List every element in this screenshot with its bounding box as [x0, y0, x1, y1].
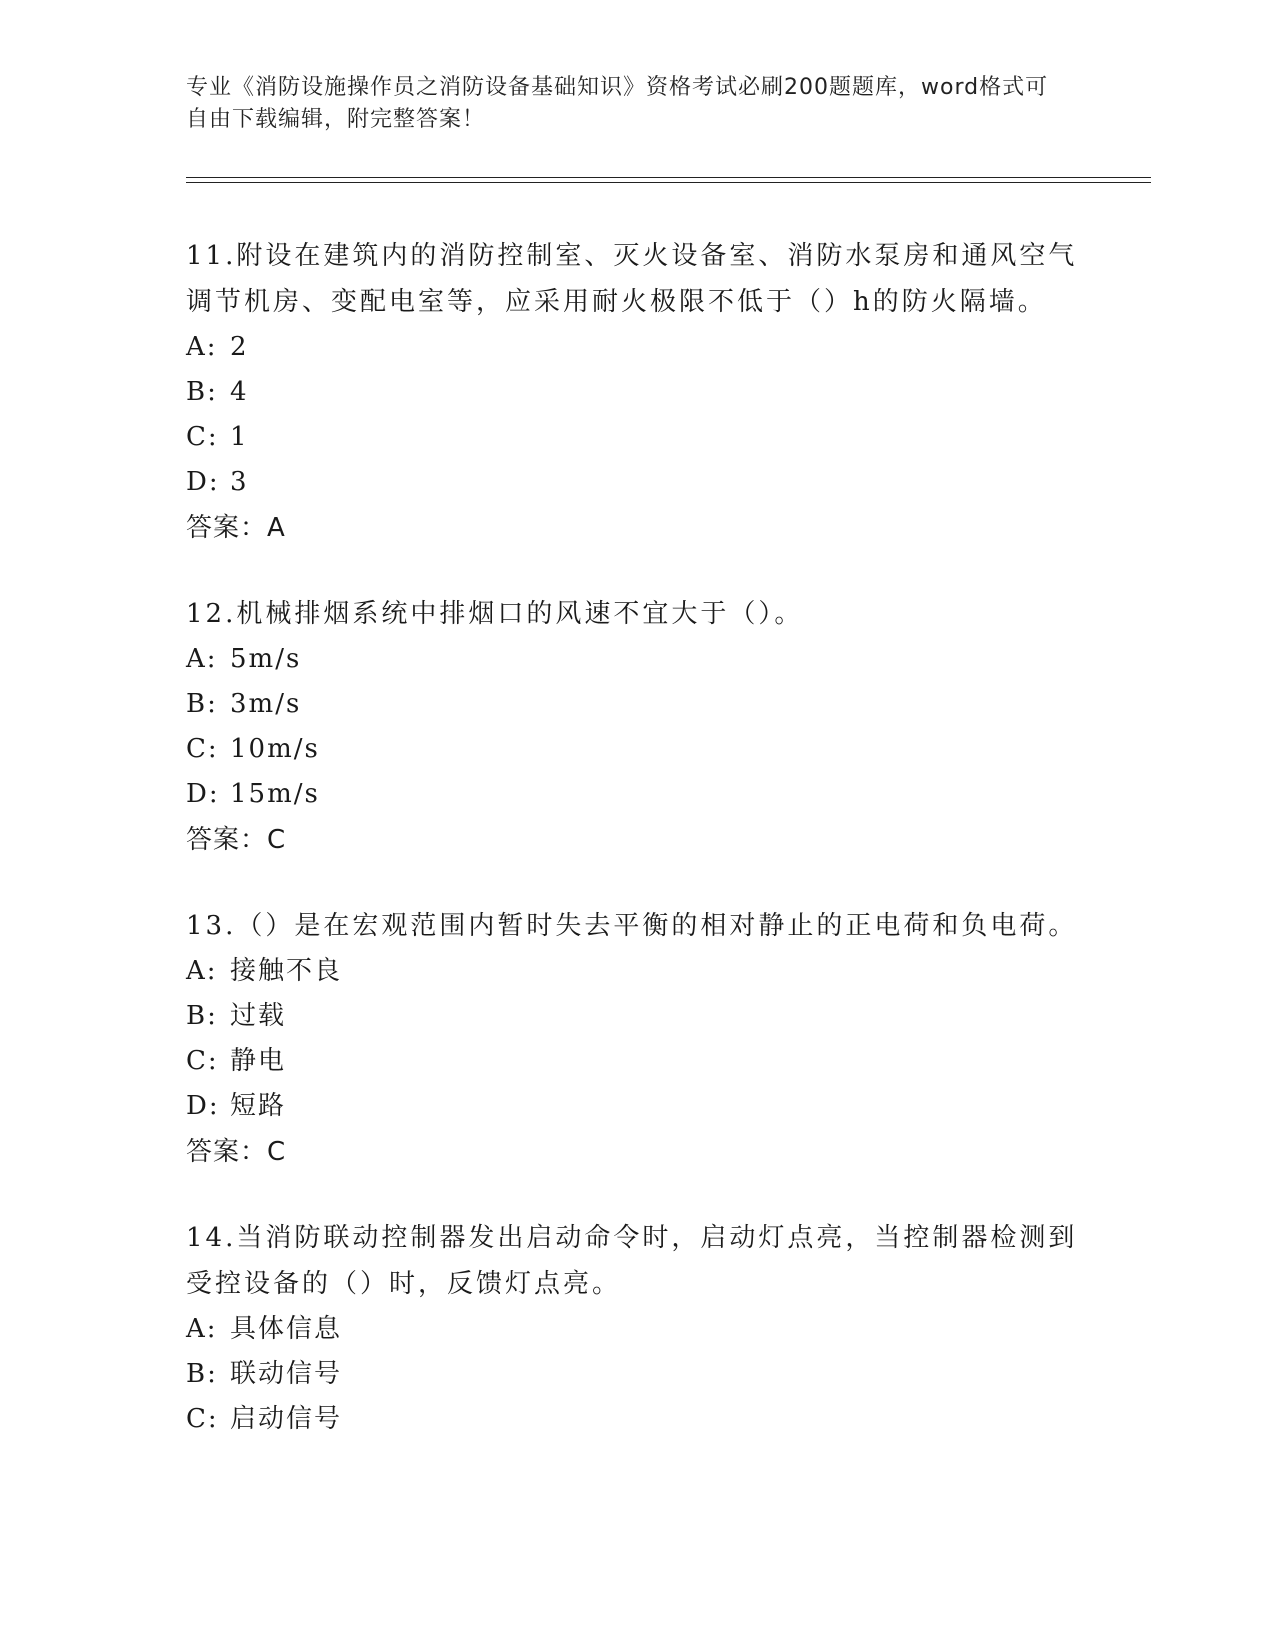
option-a [186, 325, 1086, 370]
option-a [186, 637, 1086, 682]
option-value: 3m/s [230, 689, 302, 719]
option-d [186, 460, 1086, 505]
question-item [186, 1215, 1086, 1442]
option-value: 3 [230, 467, 249, 497]
option-b [186, 1352, 1086, 1397]
option-value: 过载 [230, 1001, 287, 1031]
option-key: A: [186, 644, 218, 674]
option-key: C: [186, 734, 219, 764]
option-value: 启动信号 [230, 1404, 343, 1434]
option-key: B: [186, 1001, 218, 1031]
option-b [186, 682, 1086, 727]
option-value: 2 [230, 332, 249, 362]
option-value: 联动信号 [230, 1359, 343, 1389]
option-value: 接触不良 [230, 956, 343, 986]
option-value: 4 [230, 377, 249, 407]
option-value: 5m/s [230, 644, 302, 674]
option-key: A: [186, 1314, 218, 1344]
option-c [186, 727, 1086, 772]
option-value: 静电 [230, 1046, 287, 1076]
option-key: D: [186, 779, 220, 809]
question-text: 13.（）是在宏观范围内暂时失去平衡的相对静止的正电荷和负电荷。 [186, 911, 1078, 941]
question-item [186, 233, 1086, 551]
option-a [186, 1307, 1086, 1352]
option-key: C: [186, 422, 219, 452]
question-text: 14.当消防联动控制器发出启动命令时，启动灯点亮，当控制器检测到受控设备的（）时，反馈灯点亮。 [186, 1223, 1078, 1299]
option-key: C: [186, 1046, 219, 1076]
question-list [186, 233, 1086, 1482]
option-key: B: [186, 689, 218, 719]
option-key: D: [186, 1091, 220, 1121]
answer-label: 答案：A [186, 513, 286, 543]
question-item [186, 591, 1086, 863]
option-c [186, 415, 1086, 460]
option-value: 短路 [230, 1091, 287, 1121]
option-b [186, 370, 1086, 415]
option-value: 15m/s [230, 779, 320, 809]
option-a [186, 949, 1086, 994]
option-key: D: [186, 467, 220, 497]
option-b [186, 994, 1086, 1039]
option-value: 10m/s [230, 734, 320, 764]
option-c [186, 1039, 1086, 1084]
option-key: B: [186, 377, 218, 407]
document-header: 专业《消防设施操作员之消防设备基础知识》资格考试必刷200题题库，word格式可自由下载编辑，附完整答案！ [186, 75, 1049, 132]
answer-label: 答案：C [186, 825, 287, 855]
option-key: A: [186, 332, 218, 362]
option-d [186, 1084, 1086, 1129]
header-divider-top [186, 177, 1151, 178]
option-d [186, 772, 1086, 817]
header-divider-bottom [186, 182, 1151, 183]
option-key: B: [186, 1359, 218, 1389]
question-text: 11.附设在建筑内的消防控制室、灭火设备室、消防水泵房和通风空气调节机房、变配电室等，应采用耐火极限不低于（）h的防火隔墙。 [186, 241, 1078, 317]
question-item [186, 903, 1086, 1175]
question-text: 12.机械排烟系统中排烟口的风速不宜大于（）。 [186, 599, 804, 629]
option-value: 具体信息 [230, 1314, 343, 1344]
option-key: A: [186, 956, 218, 986]
answer-label: 答案：C [186, 1137, 287, 1167]
option-key: C: [186, 1404, 219, 1434]
option-c [186, 1397, 1086, 1442]
option-value: 1 [230, 422, 249, 452]
